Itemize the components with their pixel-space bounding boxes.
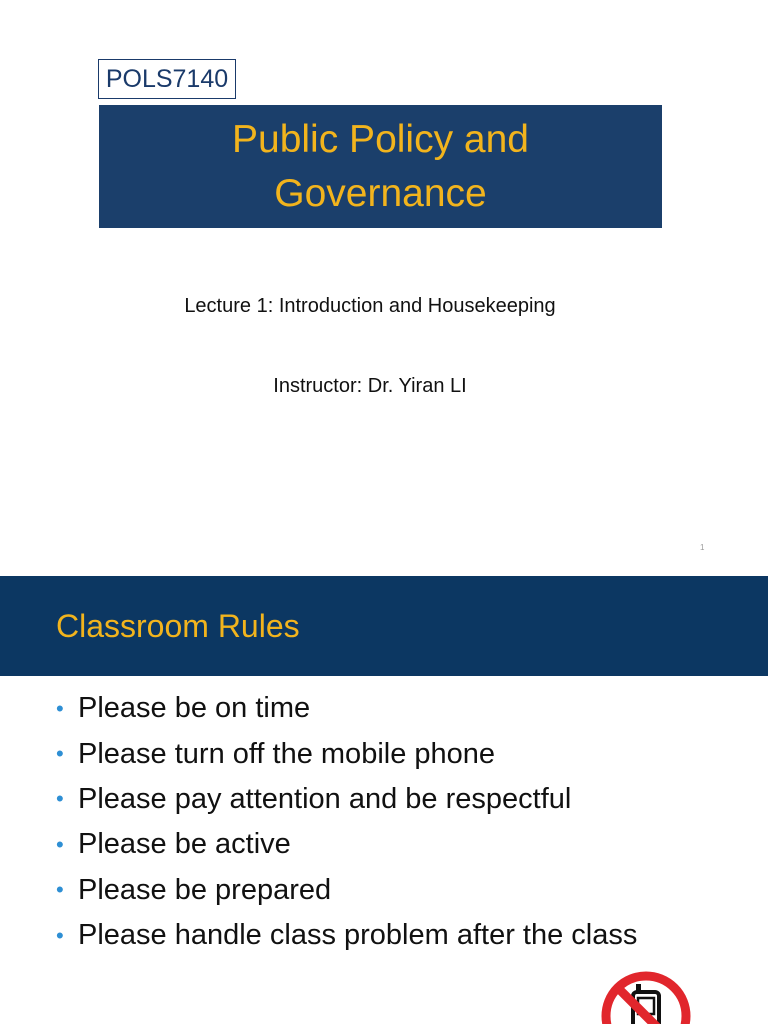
classroom-rules-slide [0, 576, 768, 1024]
rules-list [56, 686, 637, 958]
bullet-icon: • [56, 877, 64, 903]
rule-text: Please turn off the mobile phone [78, 737, 496, 770]
slide-heading: Classroom Rules [56, 608, 300, 644]
title-banner [99, 105, 662, 228]
instructor-name: Instructor: Dr. Yiran LI [273, 375, 467, 397]
list-item [56, 686, 637, 731]
rule-text: Please be on time [78, 692, 311, 725]
rule-text: Please be active [78, 828, 291, 861]
bullet-icon: • [56, 741, 64, 767]
lecture-subtitle: Lecture 1: Introduction and Housekeeping [184, 295, 556, 317]
list-item [56, 777, 637, 822]
list-item [56, 822, 637, 867]
slide-header-bar [0, 576, 768, 676]
slide-title-line1: Public Policy and [232, 117, 529, 161]
bullet-icon: • [56, 786, 64, 812]
slide-number: 1 [700, 543, 705, 552]
list-item [56, 913, 637, 958]
bullet-icon: • [56, 922, 64, 948]
rule-text: Please pay attention and be respectful [78, 782, 572, 815]
list-item [56, 731, 637, 776]
slide-title-line2: Governance [274, 171, 487, 215]
no-phone-icon [600, 970, 692, 1024]
bullet-icon: • [56, 695, 64, 721]
list-item [56, 868, 637, 913]
rule-text: Please be prepared [78, 873, 332, 906]
course-code-box: POLS7140 [98, 59, 236, 99]
bullet-icon: • [56, 831, 64, 857]
rule-text: Please handle class problem after the class [78, 919, 638, 952]
